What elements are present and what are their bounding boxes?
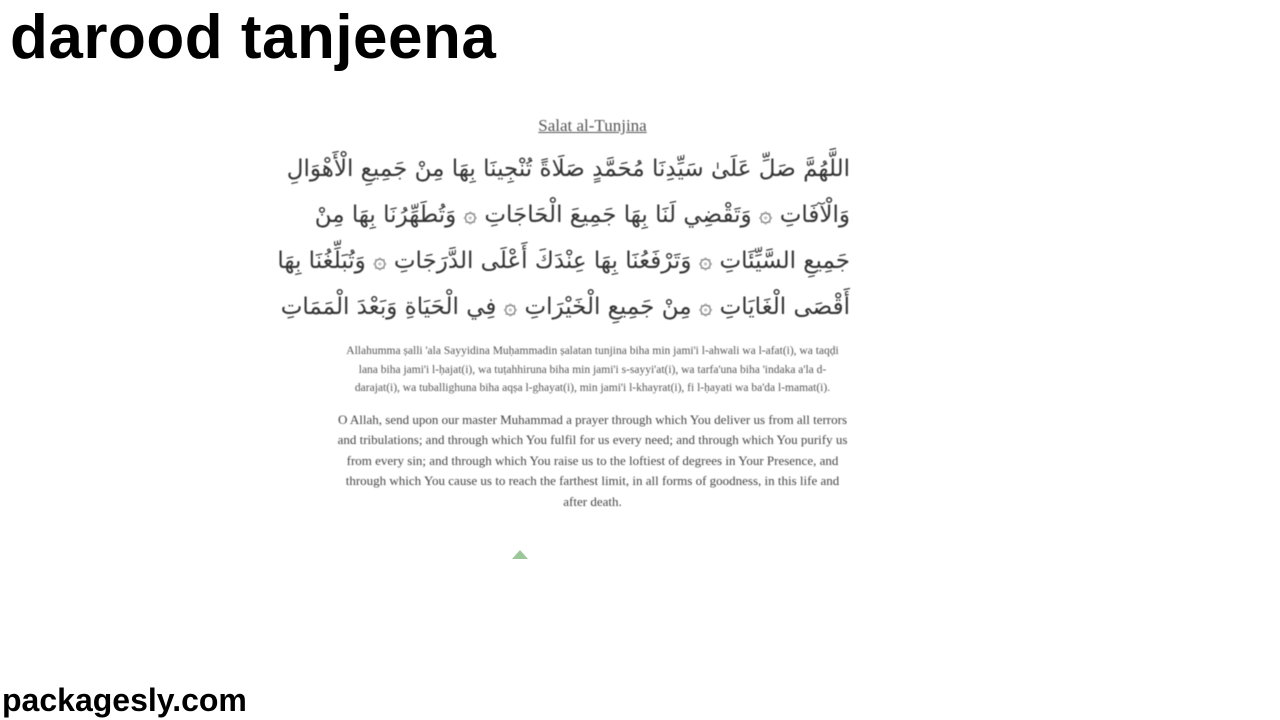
english-translation: O Allah, send upon our master Muhammad a prayer through which You deliver us from all terrors and tribulations; and through which You fulfil for us every need; and through which You purify us from every sin; and through which You raise us to the loftiest of degrees in Your Presence, and through which You cause us to reach the farthest limit, in all forms of goodness, in this life and after death.	[337, 411, 848, 509]
arabic-line: جَمِيعِ السَّيِّئَاتِ ۞ وَتَرْفَعُنَا بِهَا عِنْدَكَ أَعْلَى الدَّرَجَاتِ ۞ وَتُبَلِّغُنَا بِهَا	[277, 248, 850, 274]
prayer-image	[277, 110, 850, 512]
arabic-line: اللَّهُمَّ صَلِّ عَلَىٰ سَيِّدِنَا مُحَمَّدٍ صَلَاةً تُنْجِينَا بِهَا مِنْ جَمِيعِ الْأَهْوَالِ	[286, 156, 850, 182]
arabic-text	[277, 146, 850, 330]
arabic-line: وَالْآفَاتِ ۞ وَتَقْضِي لَنَا بِهَا جَمِيعَ الْحَاجَاتِ ۞ وَتُطَهِّرُنَا بِهَا مِنْ	[314, 202, 850, 228]
prayer-title: Salat al-Tunjina	[538, 116, 647, 135]
ornament-icon	[512, 550, 528, 559]
page-title: darood tanjeena	[10, 3, 497, 72]
arabic-line: أَقْصَى الْغَايَاتِ ۞ مِنْ جَمِيعِ الْخَيْرَاتِ ۞ فِي الْحَيَاةِ وَبَعْدَ الْمَمَاتِ	[280, 294, 850, 320]
transliteration: Allahumma ṣalli 'ala Sayyidina Muḥammadin ṣalatan tunjina biha min jami'i l-ahwali wa l-afat(i), wa taqḍi lana biha jami'i l-ḥajat(i), wa tuṭahhiruna biha min jami'i s-sayyi'at(i), wa tarfa'una biha 'indaka a'la d-darajat(i), wa tuballighuna biha aqṣa l-ghayat(i), min jami'i l-khayrat(i), fi l-ḥayati wa ba'da l-mamat(i).	[346, 345, 839, 394]
site-watermark: packagesly.com	[2, 682, 247, 718]
